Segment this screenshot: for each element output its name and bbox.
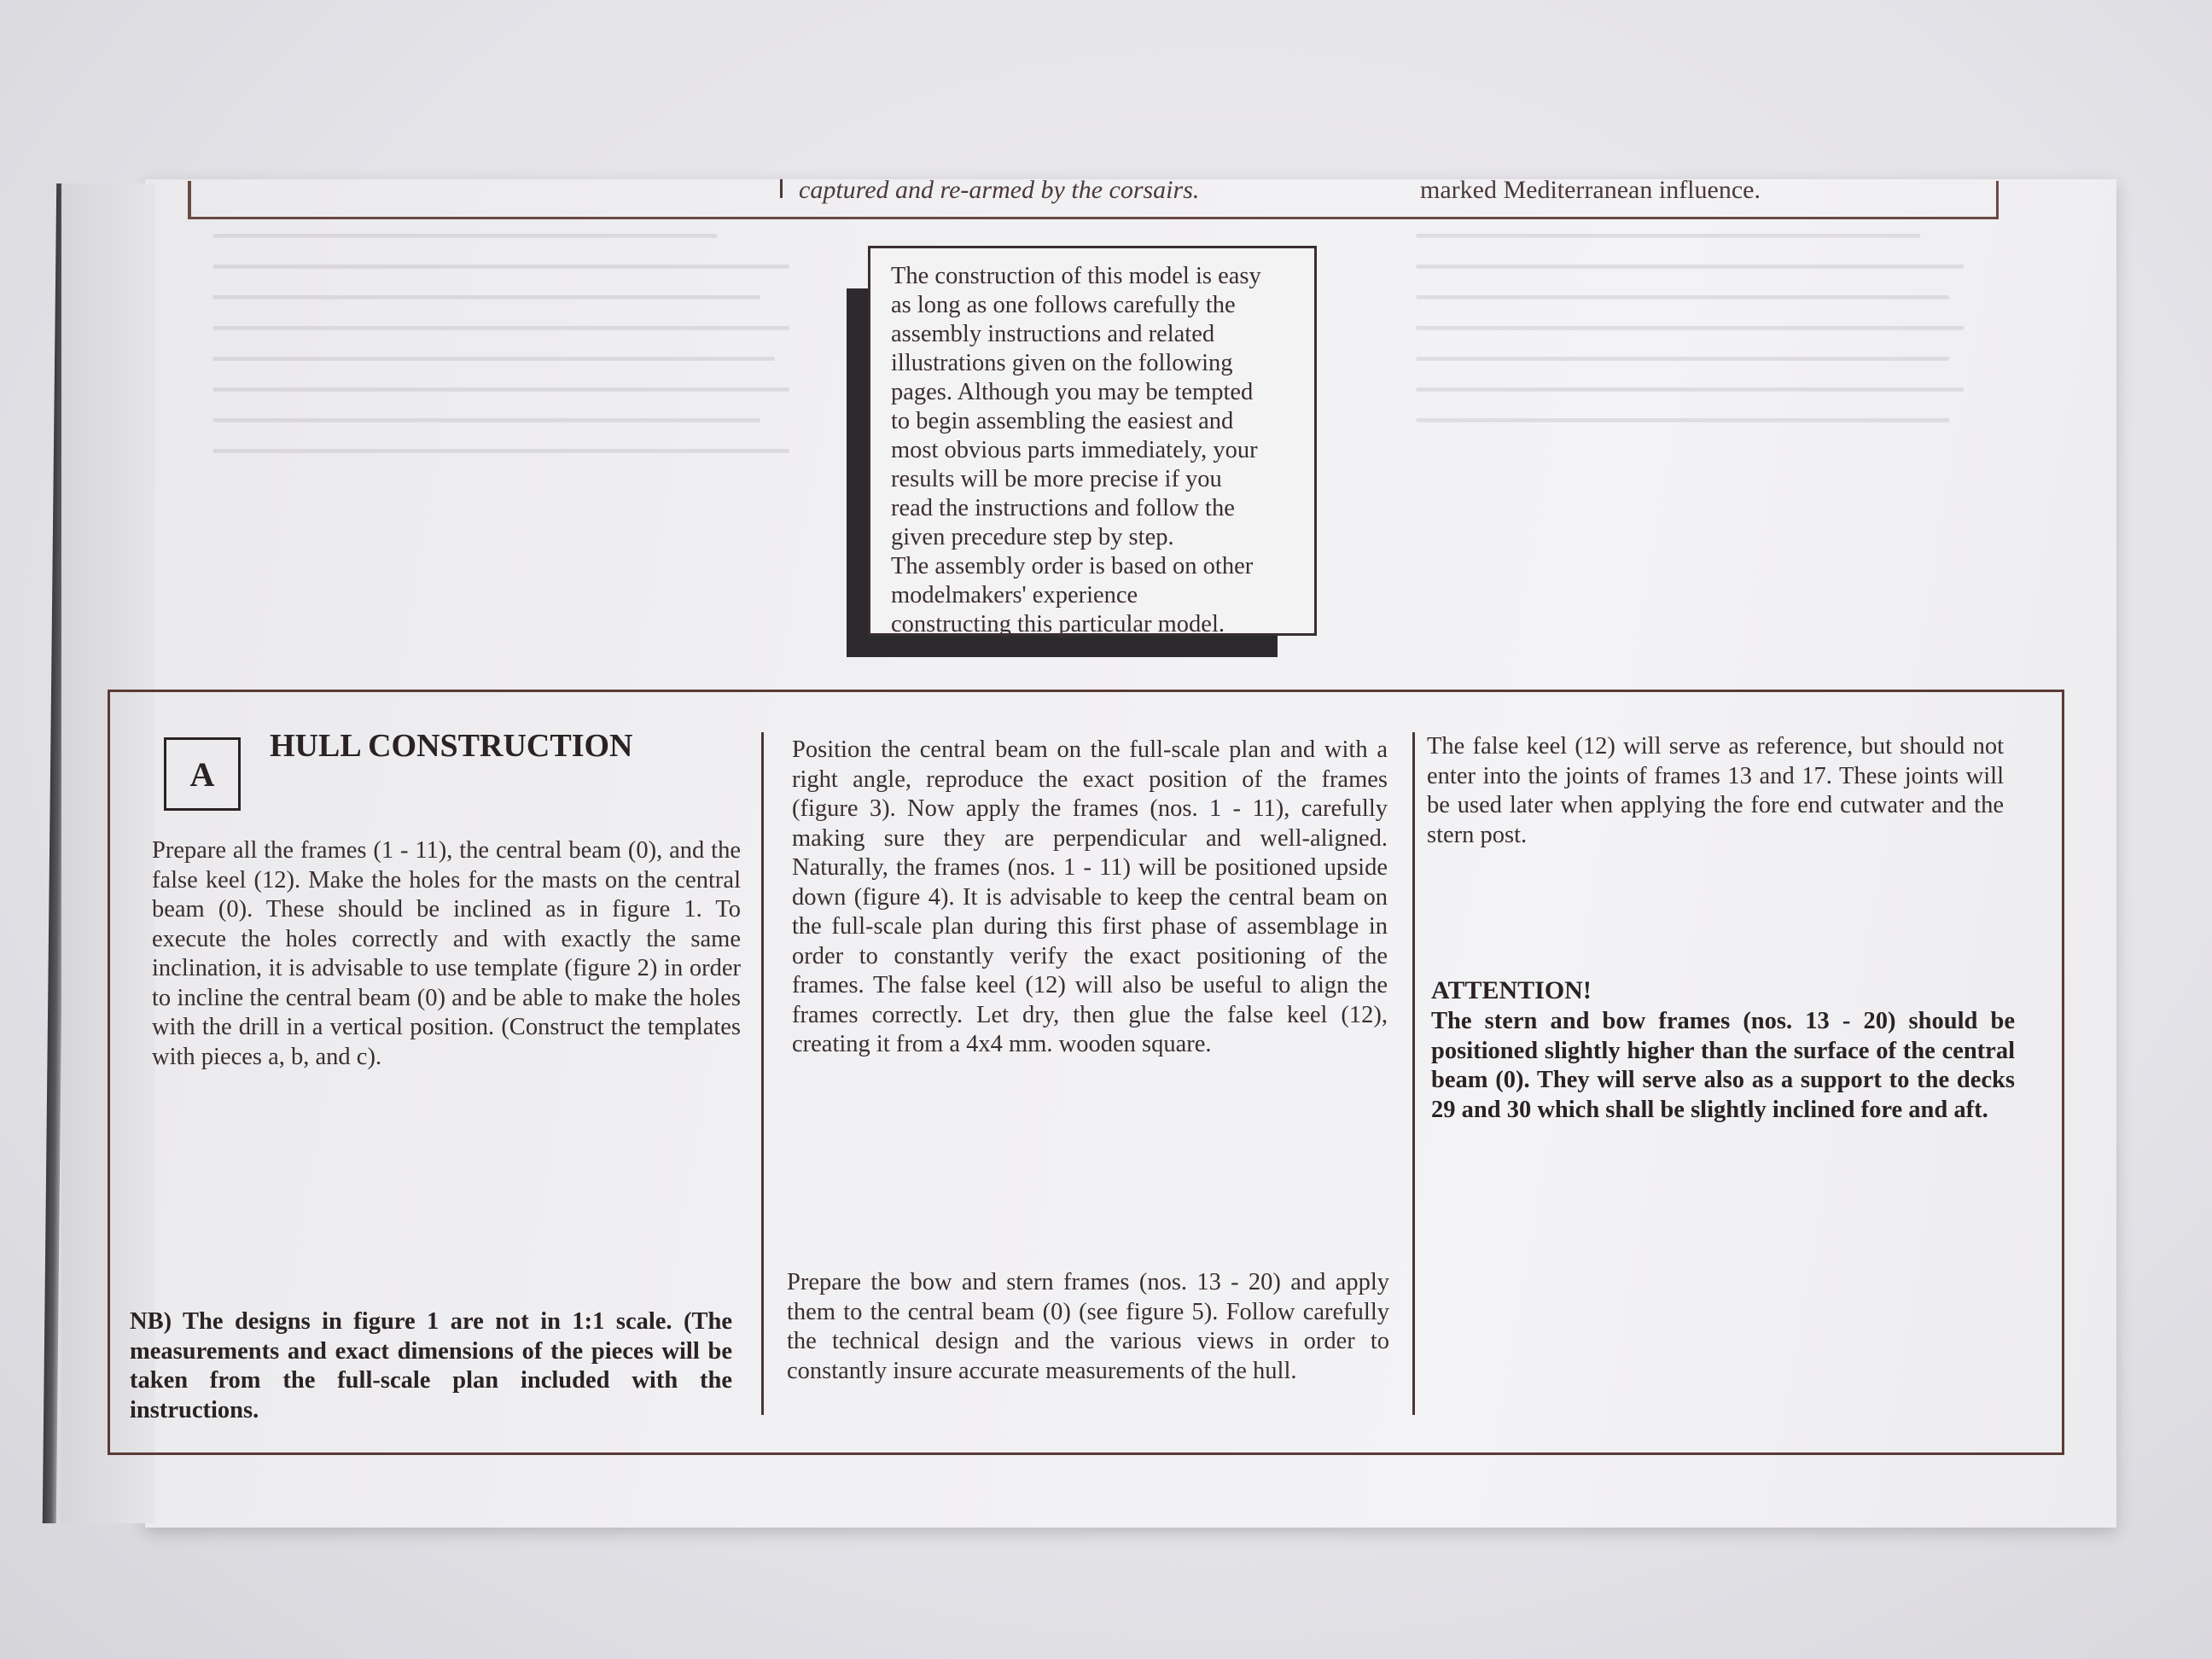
strip-middle-text: captured and re-armed by the corsairs. bbox=[799, 176, 1200, 204]
intro-line: given precedure step by step. bbox=[891, 524, 1174, 550]
intro-line: read the instructions and follow the bbox=[891, 495, 1235, 521]
show-through-right: ━━━━━━━━━━━━━━━━━━━━━━━━━━━━━━━━━━━ ━━━━━━━━━━━━━━━━━━━━━━━━━━━━━━━━━━━━━━ ━━━━━━━━━━━━━━━━━━━━━━━━━━━━━━━━━━━━━ ━━━━━━━━━━━━━━━━━━━━━━━━━━━━━━━━━━━━━━ ━━━━━━━━━━━━━━━━━━━━━━━━━━━━━━━━━━━━━ ━━━━━━━━━━━━━━━━━━━━━━━━━━━━━━━━━━━━━━ ━━━━━━━━━━━━━━━━━━━━━━━━━━━━━━━━━━━━━ bbox=[1417, 224, 1964, 434]
section-letter-badge: A bbox=[164, 737, 241, 811]
top-cropped-box bbox=[188, 176, 1999, 219]
strip-divider bbox=[780, 179, 783, 198]
intro-line: The assembly order is based on other bbox=[891, 553, 1254, 579]
intro-line: most obvious parts immediately, your bbox=[891, 437, 1258, 463]
column-divider-1 bbox=[761, 732, 764, 1415]
intro-callout bbox=[868, 246, 1317, 636]
strip-right-text: marked Mediterranean influence. bbox=[1420, 176, 1761, 204]
column-2-body: Position the central beam on the full-scale plan and with a right angle, reproduce the exact position of the frames (figure 3). Now apply the frames (nos. 1 - 11), carefully making sure they are perpendicular and well-aligned. Naturally, the frames (nos. 1 - 11) will be positioned upside down (figure 4). It is advisable to keep the central beam on the full-scale plan during this first phase of assemblage in order to constantly verify the exact positioning of the frames. The false keel (12) will also be useful to align the frames correctly. Let dry, then glue the false keel (12), creating it from a 4x4 mm. wooden square. bbox=[792, 736, 1388, 1057]
column-1-body: Prepare all the frames (1 - 11), the central beam (0), and the false keel (12). Make the holes for the masts on the central beam (0). These should be inclined as in figure 1. To execute the holes correctly and with exactly the same inclination, it is advisable to use template (figure 2) in order to incline the central beam (0) and be able to make the holes with the drill in a vertical position. (Construct the templates with pieces a, b, and c). bbox=[152, 837, 741, 1070]
intro-line: results will be more precise if you bbox=[891, 466, 1222, 492]
intro-line: illustrations given on the following bbox=[891, 350, 1233, 376]
intro-line: as long as one follows carefully the bbox=[891, 292, 1236, 318]
column-divider-2 bbox=[1412, 732, 1415, 1415]
column-2-bottom: Prepare the bow and stern frames (nos. 13 - 20) and apply them to the central beam (0) (see figure 5). Follow carefully the technical design and the various views in order to constantly insure accurate measurements of the hull. bbox=[787, 1269, 1389, 1384]
show-through-left: ━━━━━━━━━━━━━━━━━━━━━━━━━━━━━━━━━━━ ━━━━━━━━━━━━━━━━━━━━━━━━━━━━━━━━━━━━━━━━ ━━━━━━━━━━━━━━━━━━━━━━━━━━━━━━━━━━━━━━ ━━━━━━━━━━━━━━━━━━━━━━━━━━━━━━━━━━━━━━━━ ━━━━━━━━━━━━━━━━━━━━━━━━━━━━━━━━━━━━━━━ ━━━━━━━━━━━━━━━━━━━━━━━━━━━━━━━━━━━━━━━━ ━━━━━━━━━━━━━━━━━━━━━━━━━━━━━━━━━━━━━━ ━━━━━━━━━━━━━━━━━━━━━━━━━━━━━━━━━━━━━━━━ bbox=[213, 224, 789, 465]
intro-line: modelmakers' experience bbox=[891, 582, 1138, 608]
section-title: HULL CONSTRUCTION bbox=[270, 728, 633, 764]
intro-line: to begin assembling the easiest and bbox=[891, 408, 1234, 434]
attention-heading: ATTENTION! bbox=[1431, 976, 1592, 1004]
intro-line: The construction of this model is easy bbox=[891, 263, 1261, 289]
intro-line: constructing this particular model. bbox=[891, 611, 1225, 637]
column-1-note: NB) The designs in figure 1 are not in 1:1 scale. (The measurements and exact dimensions of the pieces will be taken from the full-scale plan included with the instructions. bbox=[130, 1308, 732, 1423]
intro-line: assembly instructions and related bbox=[891, 321, 1215, 347]
column-3-body: The false keel (12) will serve as reference, but should not enter into the joints of frames 13 and 17. These joints will be used later when applying the fore end cutwater and the stern post. bbox=[1427, 733, 2004, 848]
attention-body: The stern and bow frames (nos. 13 - 20) should be positioned slightly higher than the surface of the central beam (0). They will serve also as a support to the decks 29 and 30 which shall be slightly inclined fore and aft. bbox=[1431, 1008, 2015, 1123]
intro-line: pages. Although you may be tempted bbox=[891, 379, 1254, 405]
